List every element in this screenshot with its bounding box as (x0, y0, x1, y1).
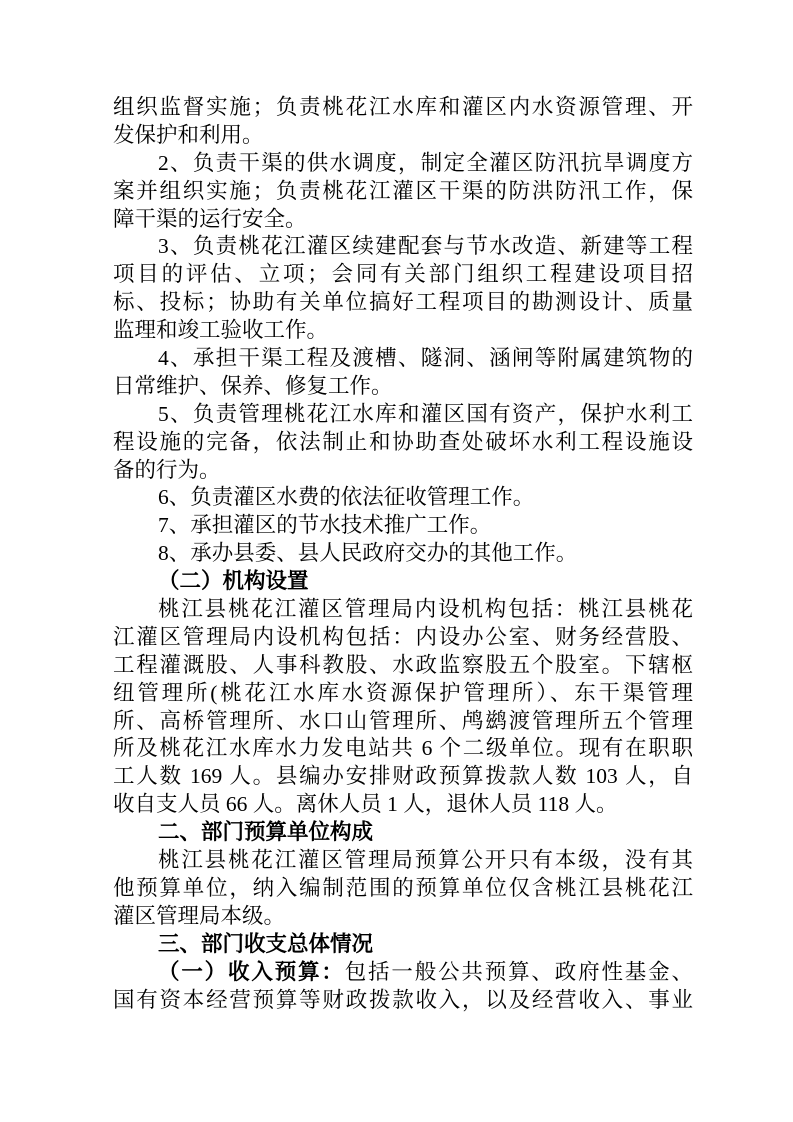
text-line: 4、承担干渠工程及渡槽、隧洞、涵闸等附属建筑物的 (158, 346, 693, 371)
text-line: 程设施的完备，依法制止和协助查处破坏水利工程设施设 (113, 429, 693, 454)
text-line: 案并组织实施；负责桃花江灌区干渠的防洪防汛工作，保 (113, 178, 693, 203)
text-line: 灌区管理局本级。 (113, 903, 286, 928)
text-line: 备的行为。 (113, 457, 221, 482)
text-line: 国有资本经营预算等财政拨款收入，以及经营收入、事业 (113, 987, 693, 1012)
text-line: 桃江县桃花江灌区管理局预算公开只有本级，没有其 (158, 848, 693, 873)
text-line: 他预算单位，纳入编制范围的预算单位仅含桃江县桃花江 (113, 875, 693, 900)
text-line: 5、负责管理桃花江水库和灌区国有资产，保护水利工 (158, 401, 693, 426)
text-line: 2、负责干渠的供水调度，制定全灌区防汛抗旱调度方 (158, 150, 693, 175)
text-line: 收自支人员 66 人。离休人员 1 人，退休人员 118 人。 (113, 792, 618, 817)
text-line: 发保护和利用。 (113, 122, 264, 147)
text-line: 障干渠的运行安全。 (113, 206, 307, 231)
text-line: 江灌区管理局内设机构包括：内设办公室、财务经营股、 (113, 624, 693, 649)
text-line: 标、投标；协助有关单位搞好工程项目的勘测设计、质量 (113, 290, 693, 315)
text-line: 纽管理所(桃花江水库水资源保护管理所）、东干渠管理 (113, 680, 693, 705)
section-heading: 二、部门预算单位构成 (158, 820, 374, 845)
text-line: 组织监督实施；负责桃花江水库和灌区内水资源管理、开 (113, 95, 693, 119)
text-line: 监理和竣工验收工作。 (113, 318, 329, 343)
text-line: 日常维护、保养、修复工作。 (113, 373, 393, 398)
inline-subheading: （一）收入预算： (158, 959, 345, 984)
document-body (113, 94, 693, 1014)
text-line: 3、负责桃花江灌区续建配套与节水改造、新建等工程 (158, 234, 693, 259)
text-line: 6、负责灌区水费的依法征收管理工作。 (158, 485, 535, 510)
text-run: 包括一般公共预算、政府性基金、 (344, 959, 693, 984)
section-heading: 三、部门收支总体情况 (158, 931, 374, 956)
text-line: 工人数 169 人。县编办安排财政预算拨款人数 103 人，自 (113, 764, 693, 789)
section-heading: （二）机构设置 (158, 569, 309, 594)
text-line: 7、承担灌区的节水技术推广工作。 (158, 513, 492, 538)
text-line: 8、承办县委、县人民政府交办的其他工作。 (158, 541, 578, 566)
text-line: 项目的评估、立项；会同有关部门组织工程建设项目招 (113, 262, 693, 287)
text-line: 所、高桥管理所、水口山管理所、鸬鹚渡管理所五个管理 (113, 708, 693, 733)
text-line (113, 959, 693, 987)
text-line: 工程灌溉股、人事科教股、水政监察股五个股室。下辖枢 (113, 652, 693, 677)
text-line: 桃江县桃花江灌区管理局内设机构包括：桃江县桃花 (158, 597, 693, 622)
text-line: 所及桃花江水库水力发电站共 6 个二级单位。现有在职职 (113, 736, 693, 761)
